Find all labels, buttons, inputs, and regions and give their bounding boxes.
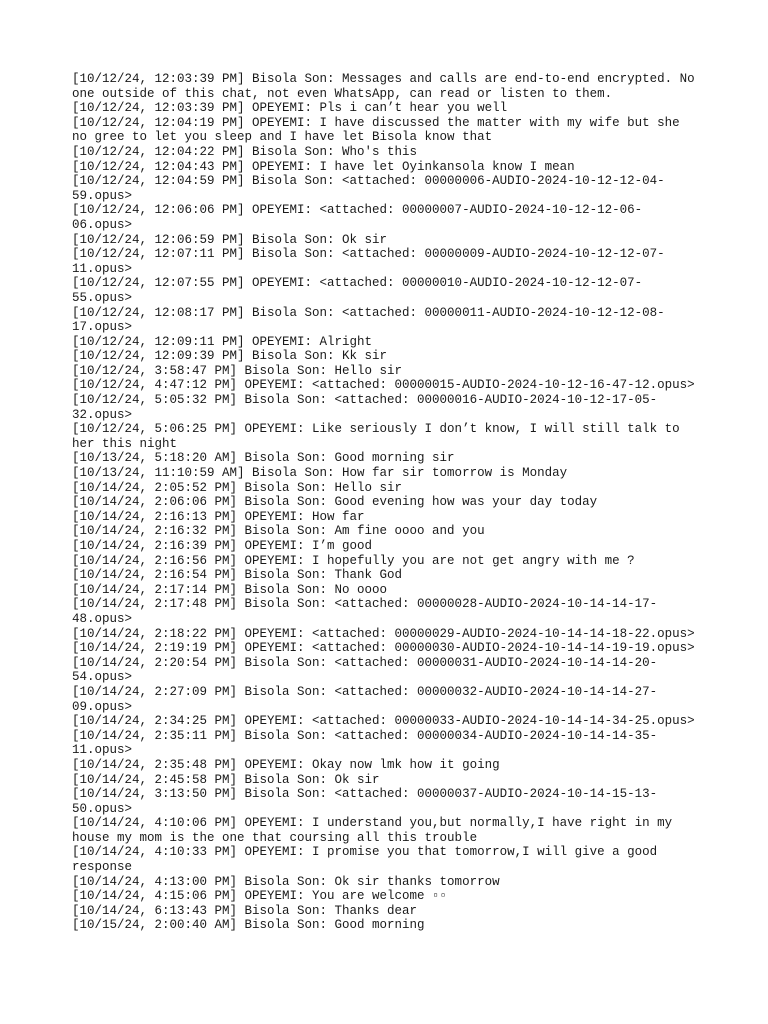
transcript-line: 48.opus> [72,611,133,626]
transcript-line: [10/13/24, 5:18:20 AM] Bisola Son: Good morning sir [72,451,455,466]
transcript-line: [10/14/24, 3:13:50 PM] Bisola Son: <attached: 00000037-AUDIO-2024-10-14-15-13- [72,787,658,802]
transcript-line: [10/14/24, 4:13:00 PM] Bisola Son: Ok sir thanks tomorrow [72,874,500,889]
transcript-line: 11.opus> [72,743,133,758]
transcript-line: [10/14/24, 2:19:19 PM] OPEYEMI: <attached: 00000030-AUDIO-2024-10-14-14-19-19.opus> [72,641,695,656]
transcript-line: [10/12/24, 5:06:25 PM] OPEYEMI: Like seriously I don’t know, I will still talk to [72,422,680,437]
transcript-line: [10/14/24, 2:18:22 PM] OPEYEMI: <attached: 00000029-AUDIO-2024-10-14-14-18-22.opus> [72,626,695,641]
transcript-line: no gree to let you sleep and I have let Bisola know that [72,130,493,145]
transcript-line: [10/12/24, 3:58:47 PM] Bisola Son: Hello sir [72,363,403,378]
transcript-line: [10/14/24, 2:20:54 PM] Bisola Son: <attached: 00000031-AUDIO-2024-10-14-14-20- [72,655,658,670]
transcript-line: [10/14/24, 2:17:48 PM] Bisola Son: <attached: 00000028-AUDIO-2024-10-14-14-17- [72,597,658,612]
transcript-line: [10/14/24, 2:27:09 PM] Bisola Son: <attached: 00000032-AUDIO-2024-10-14-14-27- [72,684,658,699]
transcript-line: [10/14/24, 2:45:58 PM] Bisola Son: Ok sir [72,772,380,787]
transcript-line: [10/14/24, 2:17:14 PM] Bisola Son: No oooo [72,582,388,597]
transcript-line: [10/14/24, 2:35:48 PM] OPEYEMI: Okay now lmk how it going [72,757,500,772]
transcript-line: [10/12/24, 12:03:39 PM] Bisola Son: Messages and calls are end-to-end encrypted. No [72,72,695,86]
transcript-line: her this night [72,436,178,451]
transcript-line: response [72,860,133,875]
transcript-line: [10/14/24, 6:13:43 PM] Bisola Son: Thanks dear [72,903,418,918]
transcript-line: [10/15/24, 2:00:40 AM] Bisola Son: Good morning [72,918,425,933]
transcript-line: 32.opus> [72,407,133,422]
transcript-line: [10/14/24, 4:10:06 PM] OPEYEMI: I understand you,but normally,I have right in my [72,816,673,831]
transcript-line: [10/12/24, 12:07:55 PM] OPEYEMI: <attached: 00000010-AUDIO-2024-10-12-12-07- [72,276,643,291]
transcript-line: [10/14/24, 2:34:25 PM] OPEYEMI: <attached: 00000033-AUDIO-2024-10-14-14-34-25.opus> [72,714,695,729]
transcript-line: [10/12/24, 12:04:43 PM] OPEYEMI: I have let Oyinkansola know I mean [72,159,575,174]
transcript-line: [10/13/24, 11:10:59 AM] Bisola Son: How far sir tomorrow is Monday [72,466,568,481]
transcript-line: [10/14/24, 2:16:39 PM] OPEYEMI: I’m good [72,539,373,553]
transcript-line: [10/14/24, 2:16:54 PM] Bisola Son: Thank God [72,568,403,583]
transcript-line: [10/12/24, 4:47:12 PM] OPEYEMI: <attached: 00000015-AUDIO-2024-10-12-16-47-12.opus> [72,378,695,393]
transcript-line: [10/14/24, 2:16:56 PM] OPEYEMI: I hopefully you are not get angry with me ? [72,553,635,568]
transcript-line: 59.opus> [72,188,133,203]
transcript-line: 50.opus> [72,801,133,816]
transcript-line: [10/12/24, 5:05:32 PM] Bisola Son: <attached: 00000016-AUDIO-2024-10-12-17-05- [72,393,658,408]
transcript-line: [10/14/24, 2:16:32 PM] Bisola Son: Am fine oooo and you [72,524,485,539]
transcript-line: [10/14/24, 2:05:52 PM] Bisola Son: Hello sir [72,480,403,495]
transcript-line: [10/12/24, 12:09:39 PM] Bisola Son: Kk sir [72,349,388,364]
transcript-line: [10/14/24, 2:16:13 PM] OPEYEMI: How far [72,509,365,524]
transcript-line: 55.opus> [72,290,133,305]
transcript-line: 17.opus> [72,320,133,335]
transcript-line: [10/14/24, 4:15:06 PM] OPEYEMI: You are welcome ▫▫ [72,889,448,904]
transcript-line: [10/12/24, 12:04:59 PM] Bisola Son: <attached: 00000006-AUDIO-2024-10-12-12-04- [72,174,665,189]
transcript-line: [10/12/24, 12:07:11 PM] Bisola Son: <attached: 00000009-AUDIO-2024-10-12-12-07- [72,247,665,262]
transcript-line: [10/12/24, 12:04:19 PM] OPEYEMI: I have discussed the matter with my wife but she [72,115,680,130]
transcript-line: 06.opus> [72,217,133,232]
transcript-line: [10/12/24, 12:08:17 PM] Bisola Son: <attached: 00000011-AUDIO-2024-10-12-12-08- [72,305,665,320]
transcript-line: 09.opus> [72,699,133,714]
transcript-line: [10/12/24, 12:04:22 PM] Bisola Son: Who's this [72,144,418,159]
transcript-line: 54.opus> [72,670,133,685]
chat-transcript [72,72,702,933]
transcript-line: [10/12/24, 12:06:59 PM] Bisola Son: Ok sir [72,232,388,247]
transcript-line: [10/12/24, 12:09:11 PM] OPEYEMI: Alright [72,334,373,349]
transcript-line: one outside of this chat, not even WhatsApp, can read or listen to them. [72,86,613,101]
transcript-line: [10/14/24, 2:06:06 PM] Bisola Son: Good evening how was your day today [72,495,598,510]
transcript-line: [10/14/24, 2:35:11 PM] Bisola Son: <attached: 00000034-AUDIO-2024-10-14-14-35- [72,728,658,743]
transcript-line: house my mom is the one that coursing all this trouble [72,830,478,845]
transcript-line: 11.opus> [72,261,133,276]
transcript-line: [10/12/24, 12:06:06 PM] OPEYEMI: <attached: 00000007-AUDIO-2024-10-12-12-06- [72,203,643,218]
transcript-line: [10/12/24, 12:03:39 PM] OPEYEMI: Pls i can’t hear you well [72,101,508,116]
transcript-line: [10/14/24, 4:10:33 PM] OPEYEMI: I promise you that tomorrow,I will give a good [72,845,658,860]
